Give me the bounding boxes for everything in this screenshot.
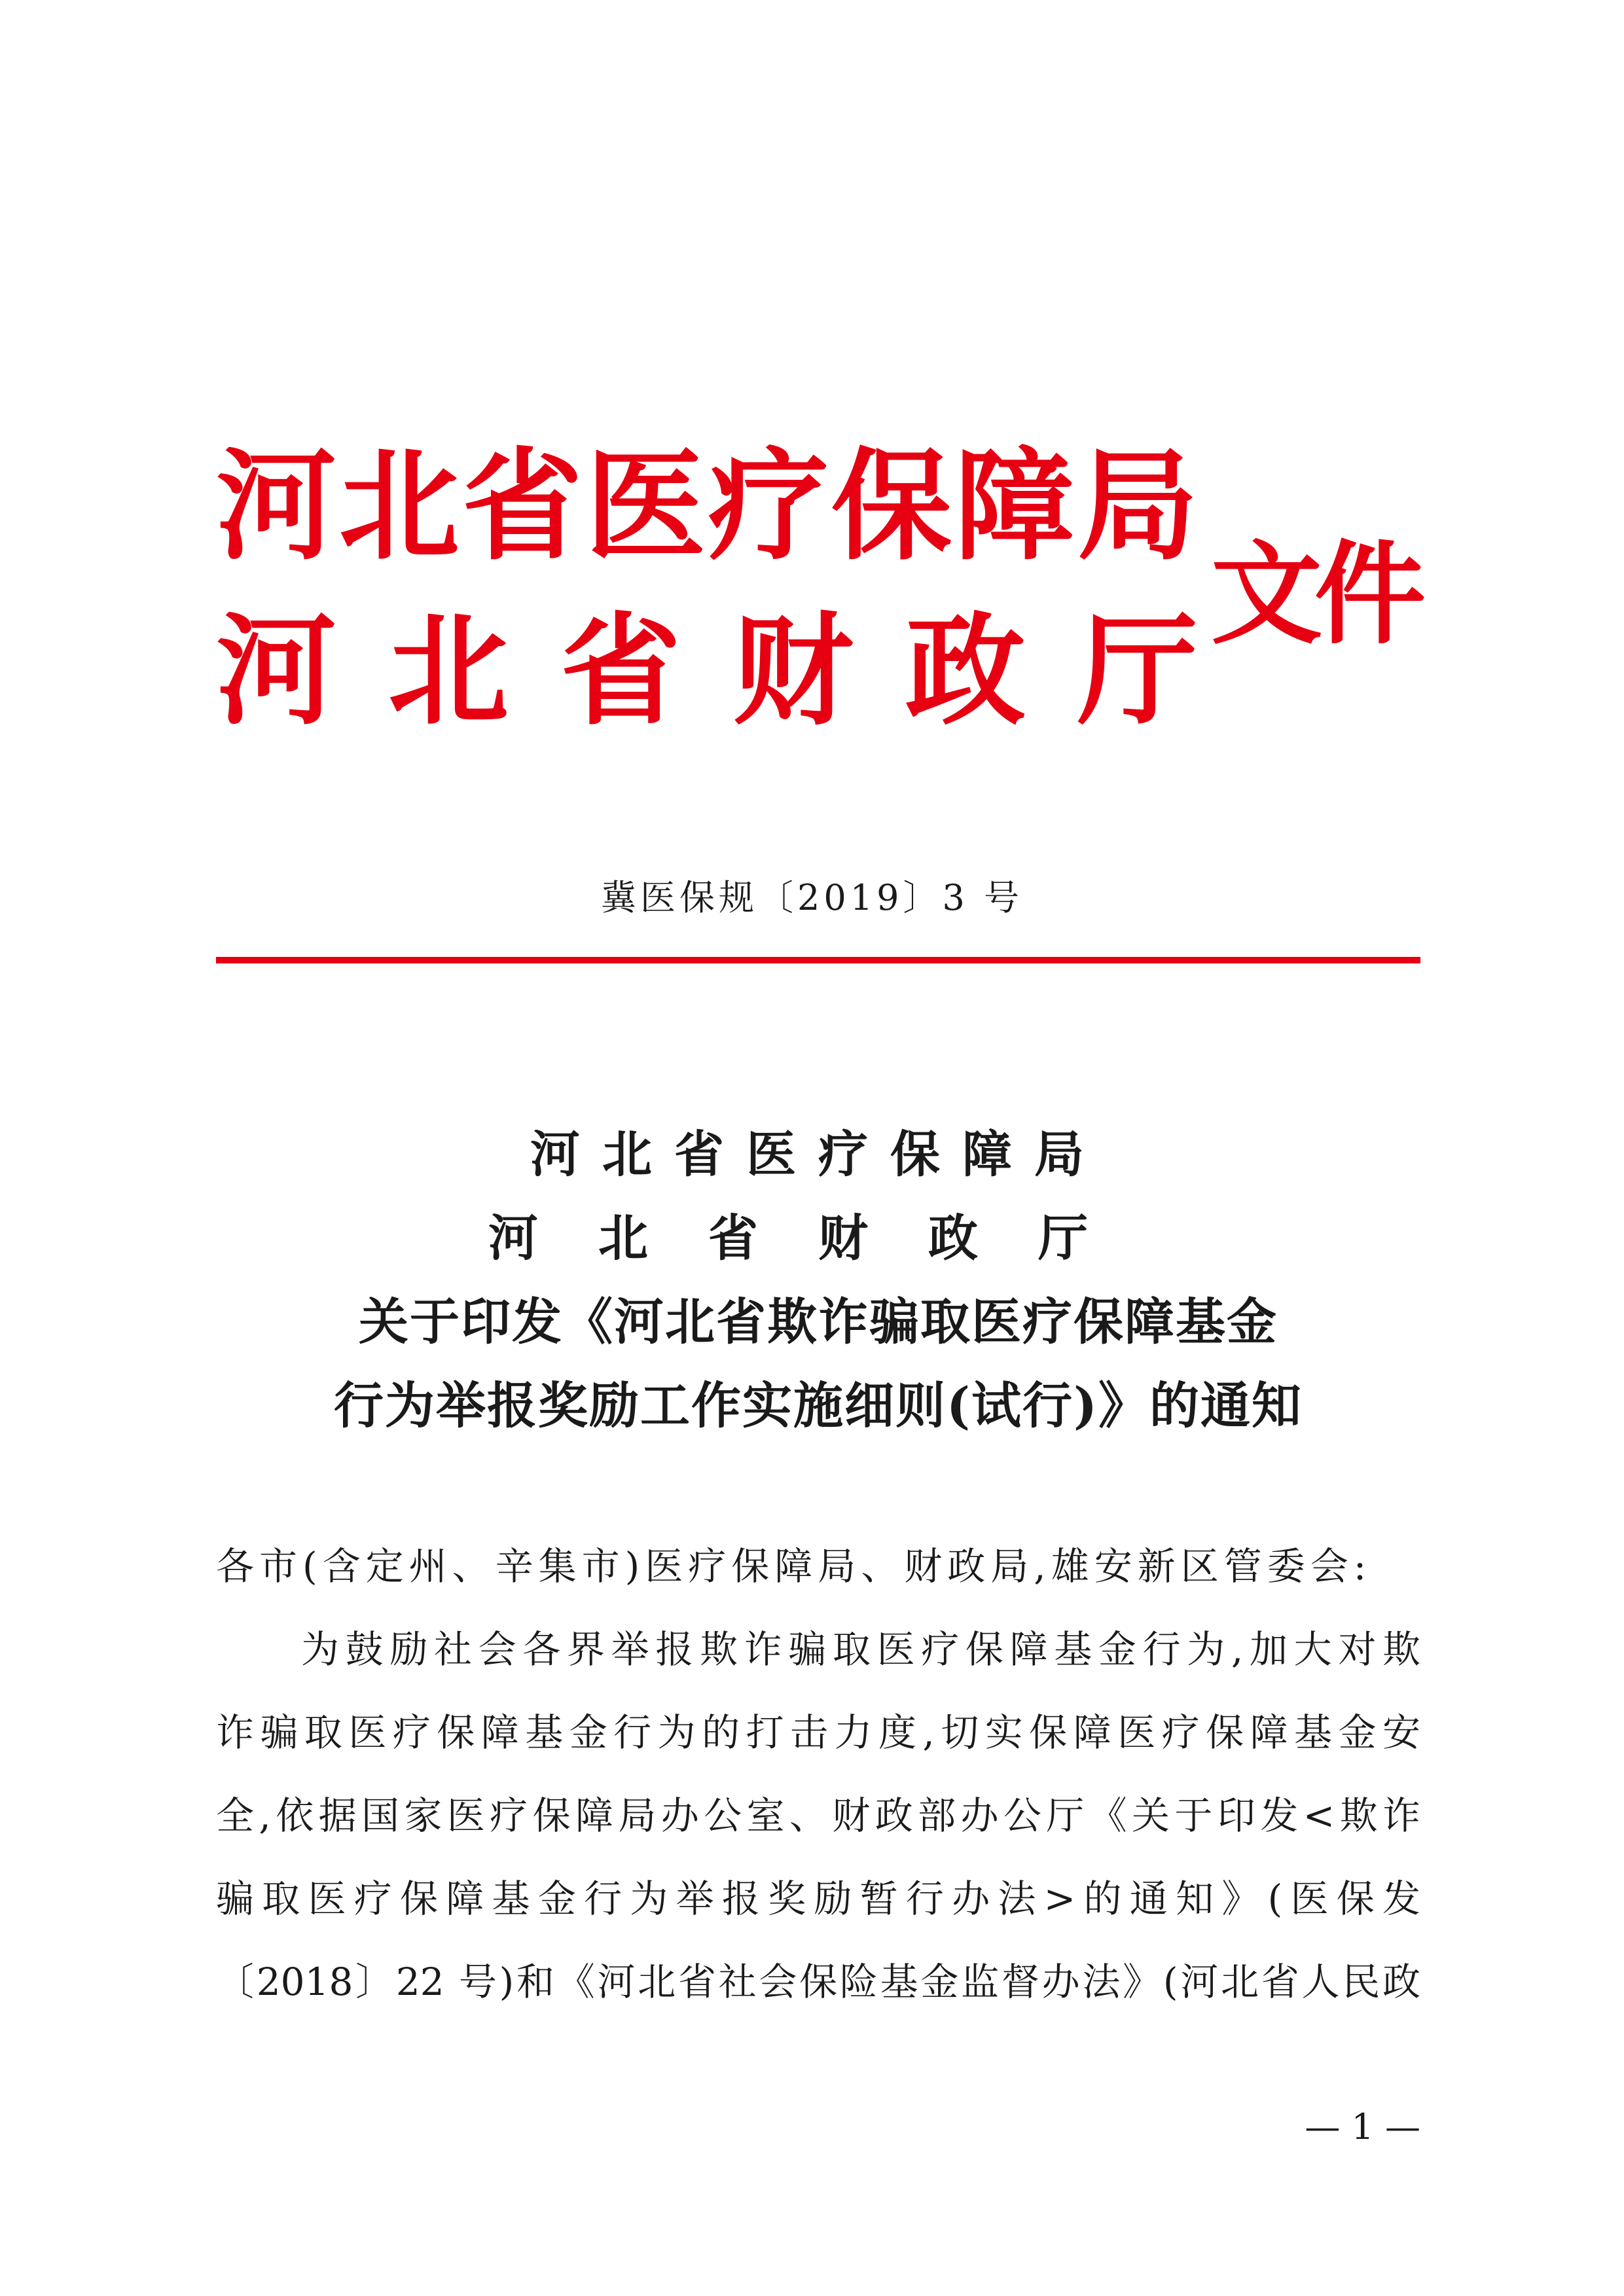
file-word: 文件 — [1211, 529, 1418, 660]
salutation: 各市(含定州、辛集市)医疗保障局、财政局,雄安新区管委会: — [216, 1544, 1372, 1588]
body-line: 诈骗取医疗保障基金行为的打击力度,切实保障医疗保障基金安 — [216, 1710, 1420, 1755]
body-line: 〔2018〕22 号)和《河北省社会保险基金监督办法》(河北省人民政 — [216, 1960, 1420, 2004]
title-line-1: 河北省医疗保障局 — [530, 1125, 1106, 1183]
title-line-4: 行为举报奖励工作实施细则(试行)》的通知 — [334, 1376, 1303, 1435]
title-line-3: 关于印发《河北省欺诈骗取医疗保障基金 — [359, 1293, 1278, 1351]
document-number: 冀医保规〔2019〕3 号 — [601, 877, 1023, 918]
body-line: 骗取医疗保障基金行为举报奖励暂行办法>的通知》(医保发 — [216, 1876, 1420, 1921]
red-masthead — [216, 435, 1418, 745]
red-divider-line — [216, 957, 1420, 963]
title-line-2: 河北省财政厅 — [488, 1209, 1148, 1267]
body-line: 为鼓励社会各界举报欺诈骗取医疗保障基金行为,加大对欺 — [301, 1627, 1420, 1672]
document-body — [216, 1525, 1420, 2024]
page-number: — 1 — — [1305, 2106, 1420, 2147]
issuer-line-2: 河北省财政厅 — [216, 600, 1198, 742]
body-line: 全,依据国家医疗保障局办公室、财政部办公厅《关于印发<欺诈 — [216, 1793, 1420, 1838]
document-title — [216, 1113, 1420, 1448]
issuer-line-1: 河北省医疗保障局 — [216, 435, 1198, 577]
